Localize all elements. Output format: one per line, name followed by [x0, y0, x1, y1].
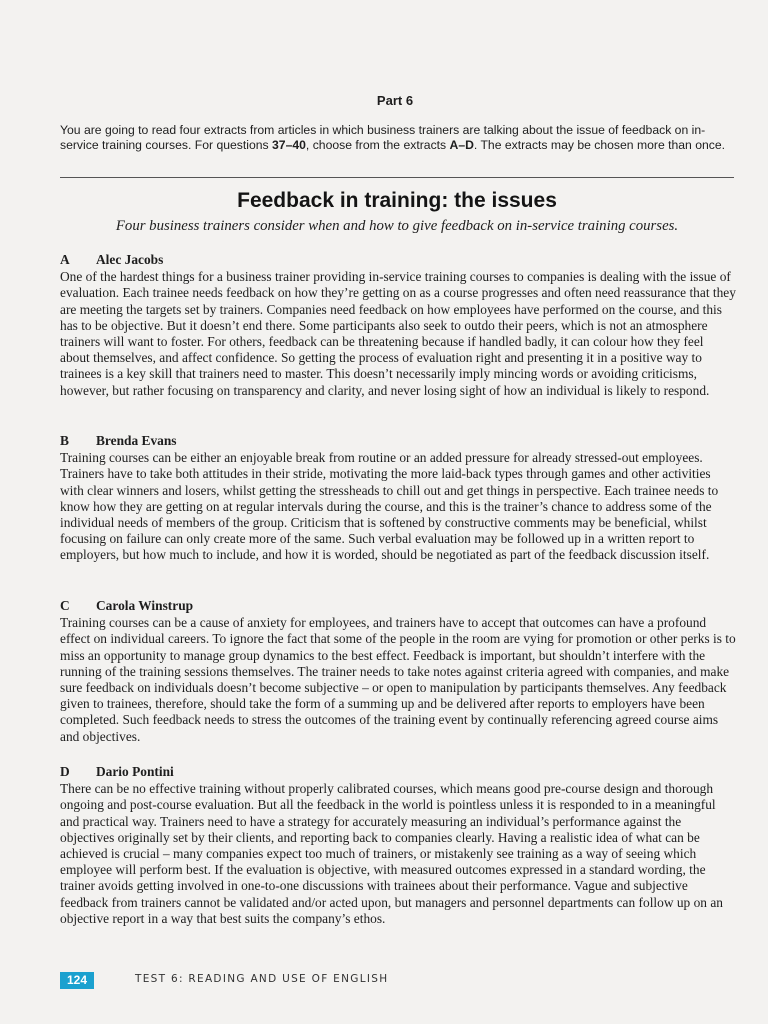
- extract-letter: D: [60, 764, 70, 779]
- extract-letter: C: [60, 598, 70, 613]
- extract-range: A–D: [449, 137, 474, 152]
- page-number: 124: [60, 972, 94, 989]
- article-title: Feedback in training: the issues: [237, 189, 557, 212]
- extract-text: Training courses can be a cause of anxiety for employees, and trainers have to accept that outcomes can have a profound effect on individual careers. To ignore the fact that some of the people in the room are vying for promotion or other perks is to miss an opportunity to manage group dynamics to the best effect. Feedback is important, but shouldn’t interfere with the running of the training sessions themselves. The trainer needs to take notes against criteria agreed with companies, and make sure feedback on individuals doesn’t become subjective – or open to manipulation by participants themselves. Any feedback given to trainees, therefore, should take the form of a summing up and be delivered after reports to employers have been completed. Such feedback needs to stress the outcomes of the training event by continually referencing agreed course aims and objectives.: [60, 615, 736, 744]
- trainer-name: Carola Winstrup: [96, 598, 194, 613]
- trainer-name: Brenda Evans: [96, 433, 177, 448]
- instructions-text: . The extracts may be chosen more than once.: [473, 137, 726, 152]
- part-label: Part 6: [376, 93, 414, 108]
- footer-section-title: TEST 6: READING AND USE OF ENGLISH: [135, 973, 389, 985]
- extract-a: [60, 252, 736, 399]
- extract-letter: A: [60, 252, 70, 267]
- task-instructions: [60, 123, 740, 152]
- extract-heading: [60, 764, 736, 780]
- question-range: 37–40: [272, 137, 306, 152]
- extract-heading: [60, 433, 736, 449]
- extract-text: There can be no effective training without properly calibrated courses, which means good pre-course design and thorough ongoing and post-course evaluation. But all the feedback in the world is pointless unless it is responded to in a meaningful and practical way. Trainers need to have a strategy for accurately measuring an individual’s performance against the objectives originally set by their clients, and reporting back to companies clearly. Having a realistic idea of what can be achieved is crucial – many companies expect too much of trainers, or mistakenly see training as a way of seeing which employee will perform best. If the evaluation is objective, with measured outcomes expressed in a standard wording, the trainer avoids getting involved in one-to-one discussions with trainees about their performance. Vague and subjective feedback from trainers cannot be validated and/or acted upon, but managers and personnel departments can follow up on an objective report in a way that best suits the company’s ethos.: [60, 781, 723, 926]
- trainer-name: Dario Pontini: [96, 764, 174, 779]
- instructions-text: , choose from the extracts: [305, 137, 450, 152]
- divider: [60, 177, 734, 178]
- extract-text: Training courses can be either an enjoyable break from routine or an added pressure for already stressed-out employees. Trainers have to take both attitudes in their stride, motivating the more laid-back types through games and other activities with clear winners and losers, whilst getting the stressheads to chill out and get things in perspective. Each trainee needs to know how they are getting on at regular intervals during the course, and this is the trainer’s chance to address some of the individual needs of members of the group. Criticism that is softened by constructive comments may be beneficial, whilst focusing on failure can only create more of the same. Such verbal evaluation may be followed up in a written report to employers, but how much to include, and how it is worded, should be negotiated as part of the feedback discussion itself.: [60, 450, 719, 563]
- article-subtitle: Four business trainers consider when and how to give feedback on in-service training courses.: [115, 218, 679, 234]
- extract-letter: B: [60, 433, 69, 448]
- extract-d: [60, 764, 736, 927]
- extract-heading: [60, 252, 736, 268]
- trainer-name: Alec Jacobs: [96, 252, 164, 267]
- instructions-text: You are going to read four extracts from articles in which business trainers are talking about the issue of feedback on in-service training courses. For questions: [60, 123, 706, 152]
- extract-heading: [60, 598, 736, 614]
- extract-c: [60, 598, 736, 745]
- extract-b: [60, 433, 736, 564]
- extract-text: One of the hardest things for a business trainer providing in-service training courses to companies is dealing with the issue of evaluation. Each trainee needs feedback on how they’re getting on as a course progresses and often need reassurance that they are meeting the targets set by trainers. Companies need feedback on how employees have performed on the course, and this has to be objective. But it doesn’t end there. Some participants also seek to outdo their peers, which is not an atmosphere trainers will want to foster. For others, feedback can be threatening because if handled badly, it can colour how they feel about themselves, and affect confidence. So getting the process of evaluation right and presenting it in a positive way to trainees is a key skill that trainers need to master. This doesn’t necessarily imply mincing words or avoiding criticisms, however, but rather focusing on transparency and clarity, and never losing sight of how an individual is likely to respond.: [60, 269, 736, 398]
